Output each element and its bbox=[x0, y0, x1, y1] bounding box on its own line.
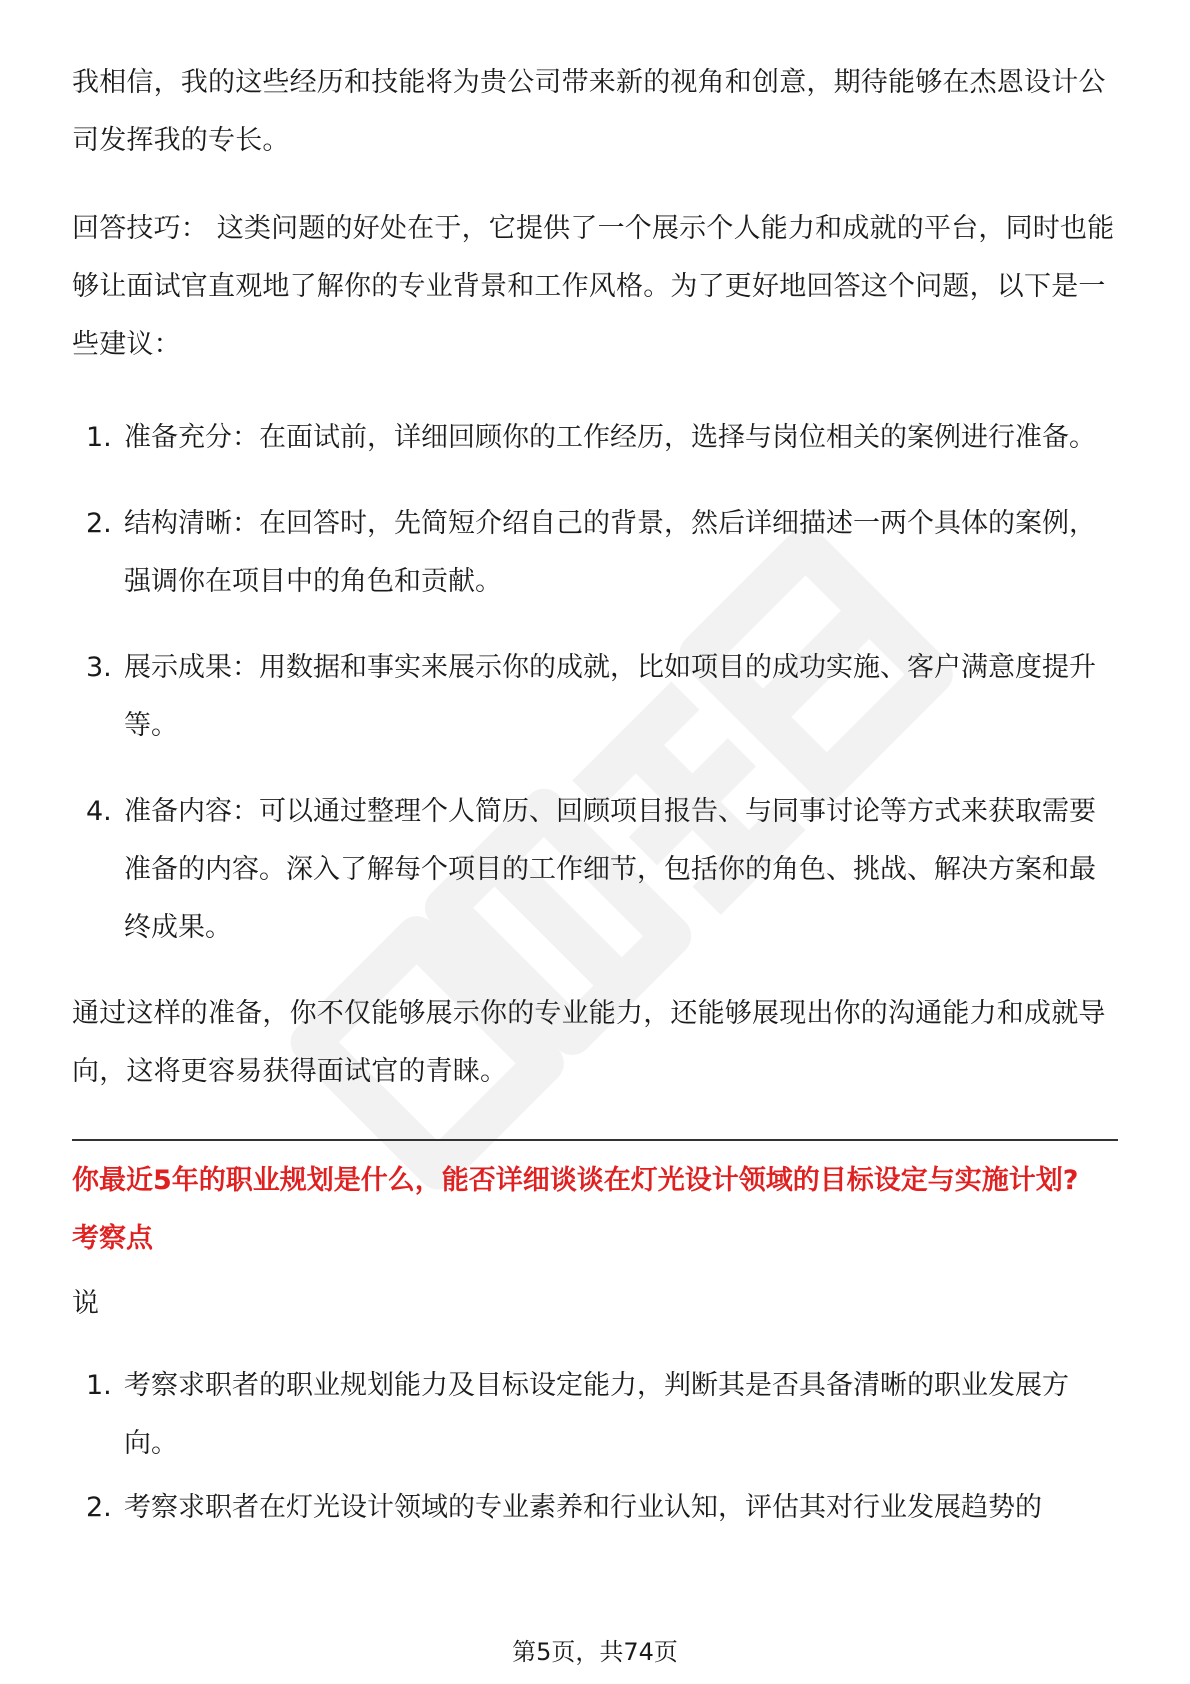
list-item bbox=[72, 783, 1118, 957]
list-item-number: 3. bbox=[86, 652, 112, 683]
section-label: 考察点 bbox=[72, 1223, 153, 1254]
list-item-number: 2. bbox=[86, 508, 112, 539]
list-item-text: 结构清晰：在回答时，先简短介绍自己的背景，然后详细描述一两个具体的案例，强调你在项目中的角色和贡献。 bbox=[124, 508, 1096, 597]
question-heading: 你最近5年的职业规划是什么，能否详细谈谈在灯光设计领域的目标设定与实施计划? bbox=[72, 1165, 1079, 1196]
page-content bbox=[72, 54, 1118, 1543]
lead-text: 说 bbox=[72, 1288, 100, 1319]
list-item-text: 考察求职者的职业规划能力及目标设定能力，判断其是否具备清晰的职业发展方向。 bbox=[124, 1370, 1069, 1459]
list-item-text: 准备充分：在面试前，详细回顾你的工作经历，选择与岗位相关的案例进行准备。 bbox=[124, 422, 1096, 453]
tips-paragraph: 回答技巧： 这类问题的好处在于，它提供了一个展示个人能力和成就的平台，同时也能够让面试官直观地了解你的专业背景和工作风格。为了更好地回答这个问题，以下是一些建议： bbox=[72, 213, 1115, 360]
list-item-text: 考察求职者在灯光设计领域的专业素养和行业认知，评估其对行业发展趋势的 bbox=[124, 1492, 1042, 1523]
list-item-number: 1. bbox=[86, 1370, 112, 1401]
list-item-number: 1. bbox=[86, 422, 112, 453]
list-item bbox=[72, 409, 1118, 467]
list-item-text: 准备内容：可以通过整理个人简历、回顾项目报告、与同事讨论等方式来获取需要准备的内容。深入了解每个项目的工作细节，包括你的角色、挑战、解决方案和最终成果。 bbox=[124, 796, 1096, 943]
list-item bbox=[72, 495, 1118, 611]
page-footer: 第5页，共74页 bbox=[512, 1638, 678, 1666]
section-divider bbox=[72, 1139, 1118, 1141]
intro-paragraph: 我相信，我的这些经历和技能将为贵公司带来新的视角和创意，期待能够在杰恩设计公司发挥我的专长。 bbox=[72, 67, 1106, 156]
assessment-list bbox=[72, 1357, 1118, 1537]
list-item bbox=[72, 639, 1118, 755]
list-item-number: 2. bbox=[86, 1492, 112, 1523]
list-item-text: 展示成果：用数据和事实来展示你的成就，比如项目的成功实施、客户满意度提升等。 bbox=[124, 652, 1096, 741]
list-item-number: 4. bbox=[86, 796, 112, 827]
list-item bbox=[72, 1357, 1118, 1473]
conclusion-paragraph: 通过这样的准备，你不仅能够展示你的专业能力，还能够展现出你的沟通能力和成就导向，这将更容易获得面试官的青睐。 bbox=[72, 998, 1106, 1087]
tips-list bbox=[72, 409, 1118, 957]
list-item bbox=[72, 1479, 1118, 1537]
